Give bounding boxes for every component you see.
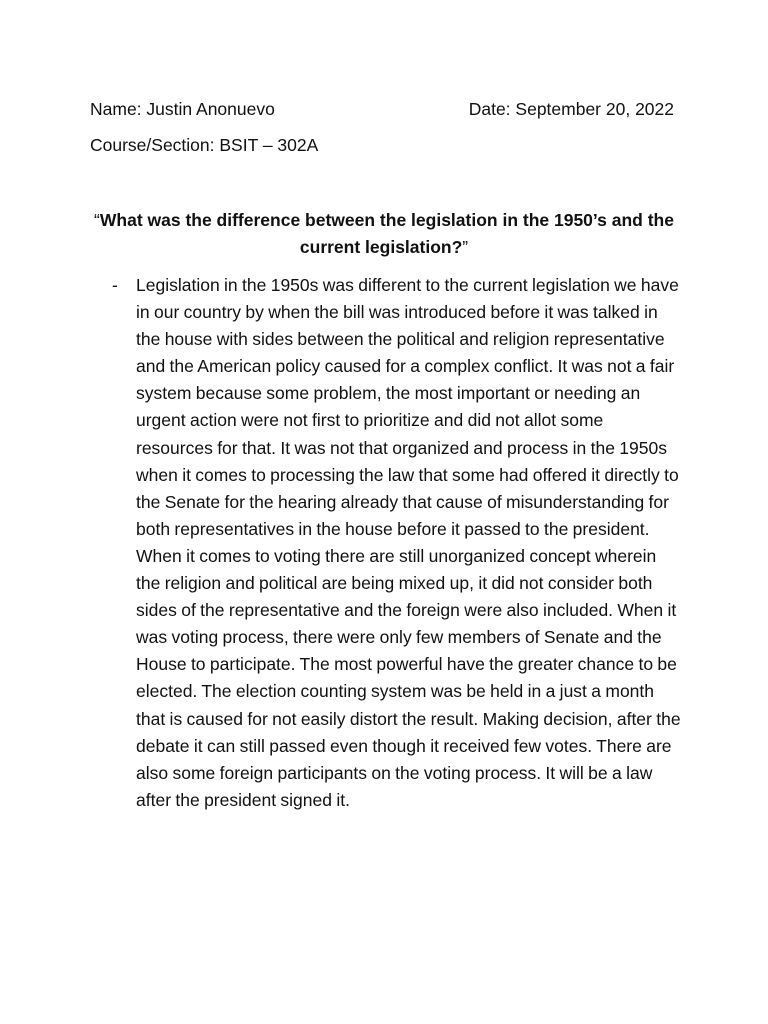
document-date: Date: September 20, 2022	[468, 99, 674, 119]
question-open-quote: “	[94, 210, 100, 230]
question-close-quote: ”	[462, 236, 469, 257]
answer-paragraph: Legislation in the 1950s was different to the current legislation we have in our country by when the bill was introduced before it was talked in the house with sides between the political and religion representative and the American policy caused for a complex conflict. It was not a fair system because some problem, the most important or needing an urgent action were not first to prioritize and did not allot some resources for that. It was not that organized and process in the 1950s when it comes to processing the law that some had offered it directly to the Senate for the hearing already that cause of misunderstanding for both representatives in the house before it passed to the president. When it comes to voting there are still unorganized concept wherein the religion and political are being mixed up, it did not consider both sides of the representative and the foreign were also included. When it was voting process, there were only few members of Senate and the House to participate. The most powerful have the greater chance to be elected. The election counting system was be held in a just a month that is caused for not easily distort the result. Making decision, after the debate it can still passed even though it received few votes. There are also some foreign participants on the voting process. It will be a law after the president signed it.	[136, 275, 681, 810]
course-section: Course/Section: BSIT – 302A	[90, 135, 319, 155]
header-row	[90, 96, 674, 122]
essay-question	[90, 207, 678, 260]
student-name: Name: Justin Anonuevo	[90, 99, 275, 119]
question-text: What was the difference between the legislation in the 1950’s and the current legislation?	[99, 210, 674, 257]
bullet-dash: -	[112, 275, 118, 295]
answer-block	[112, 272, 682, 814]
